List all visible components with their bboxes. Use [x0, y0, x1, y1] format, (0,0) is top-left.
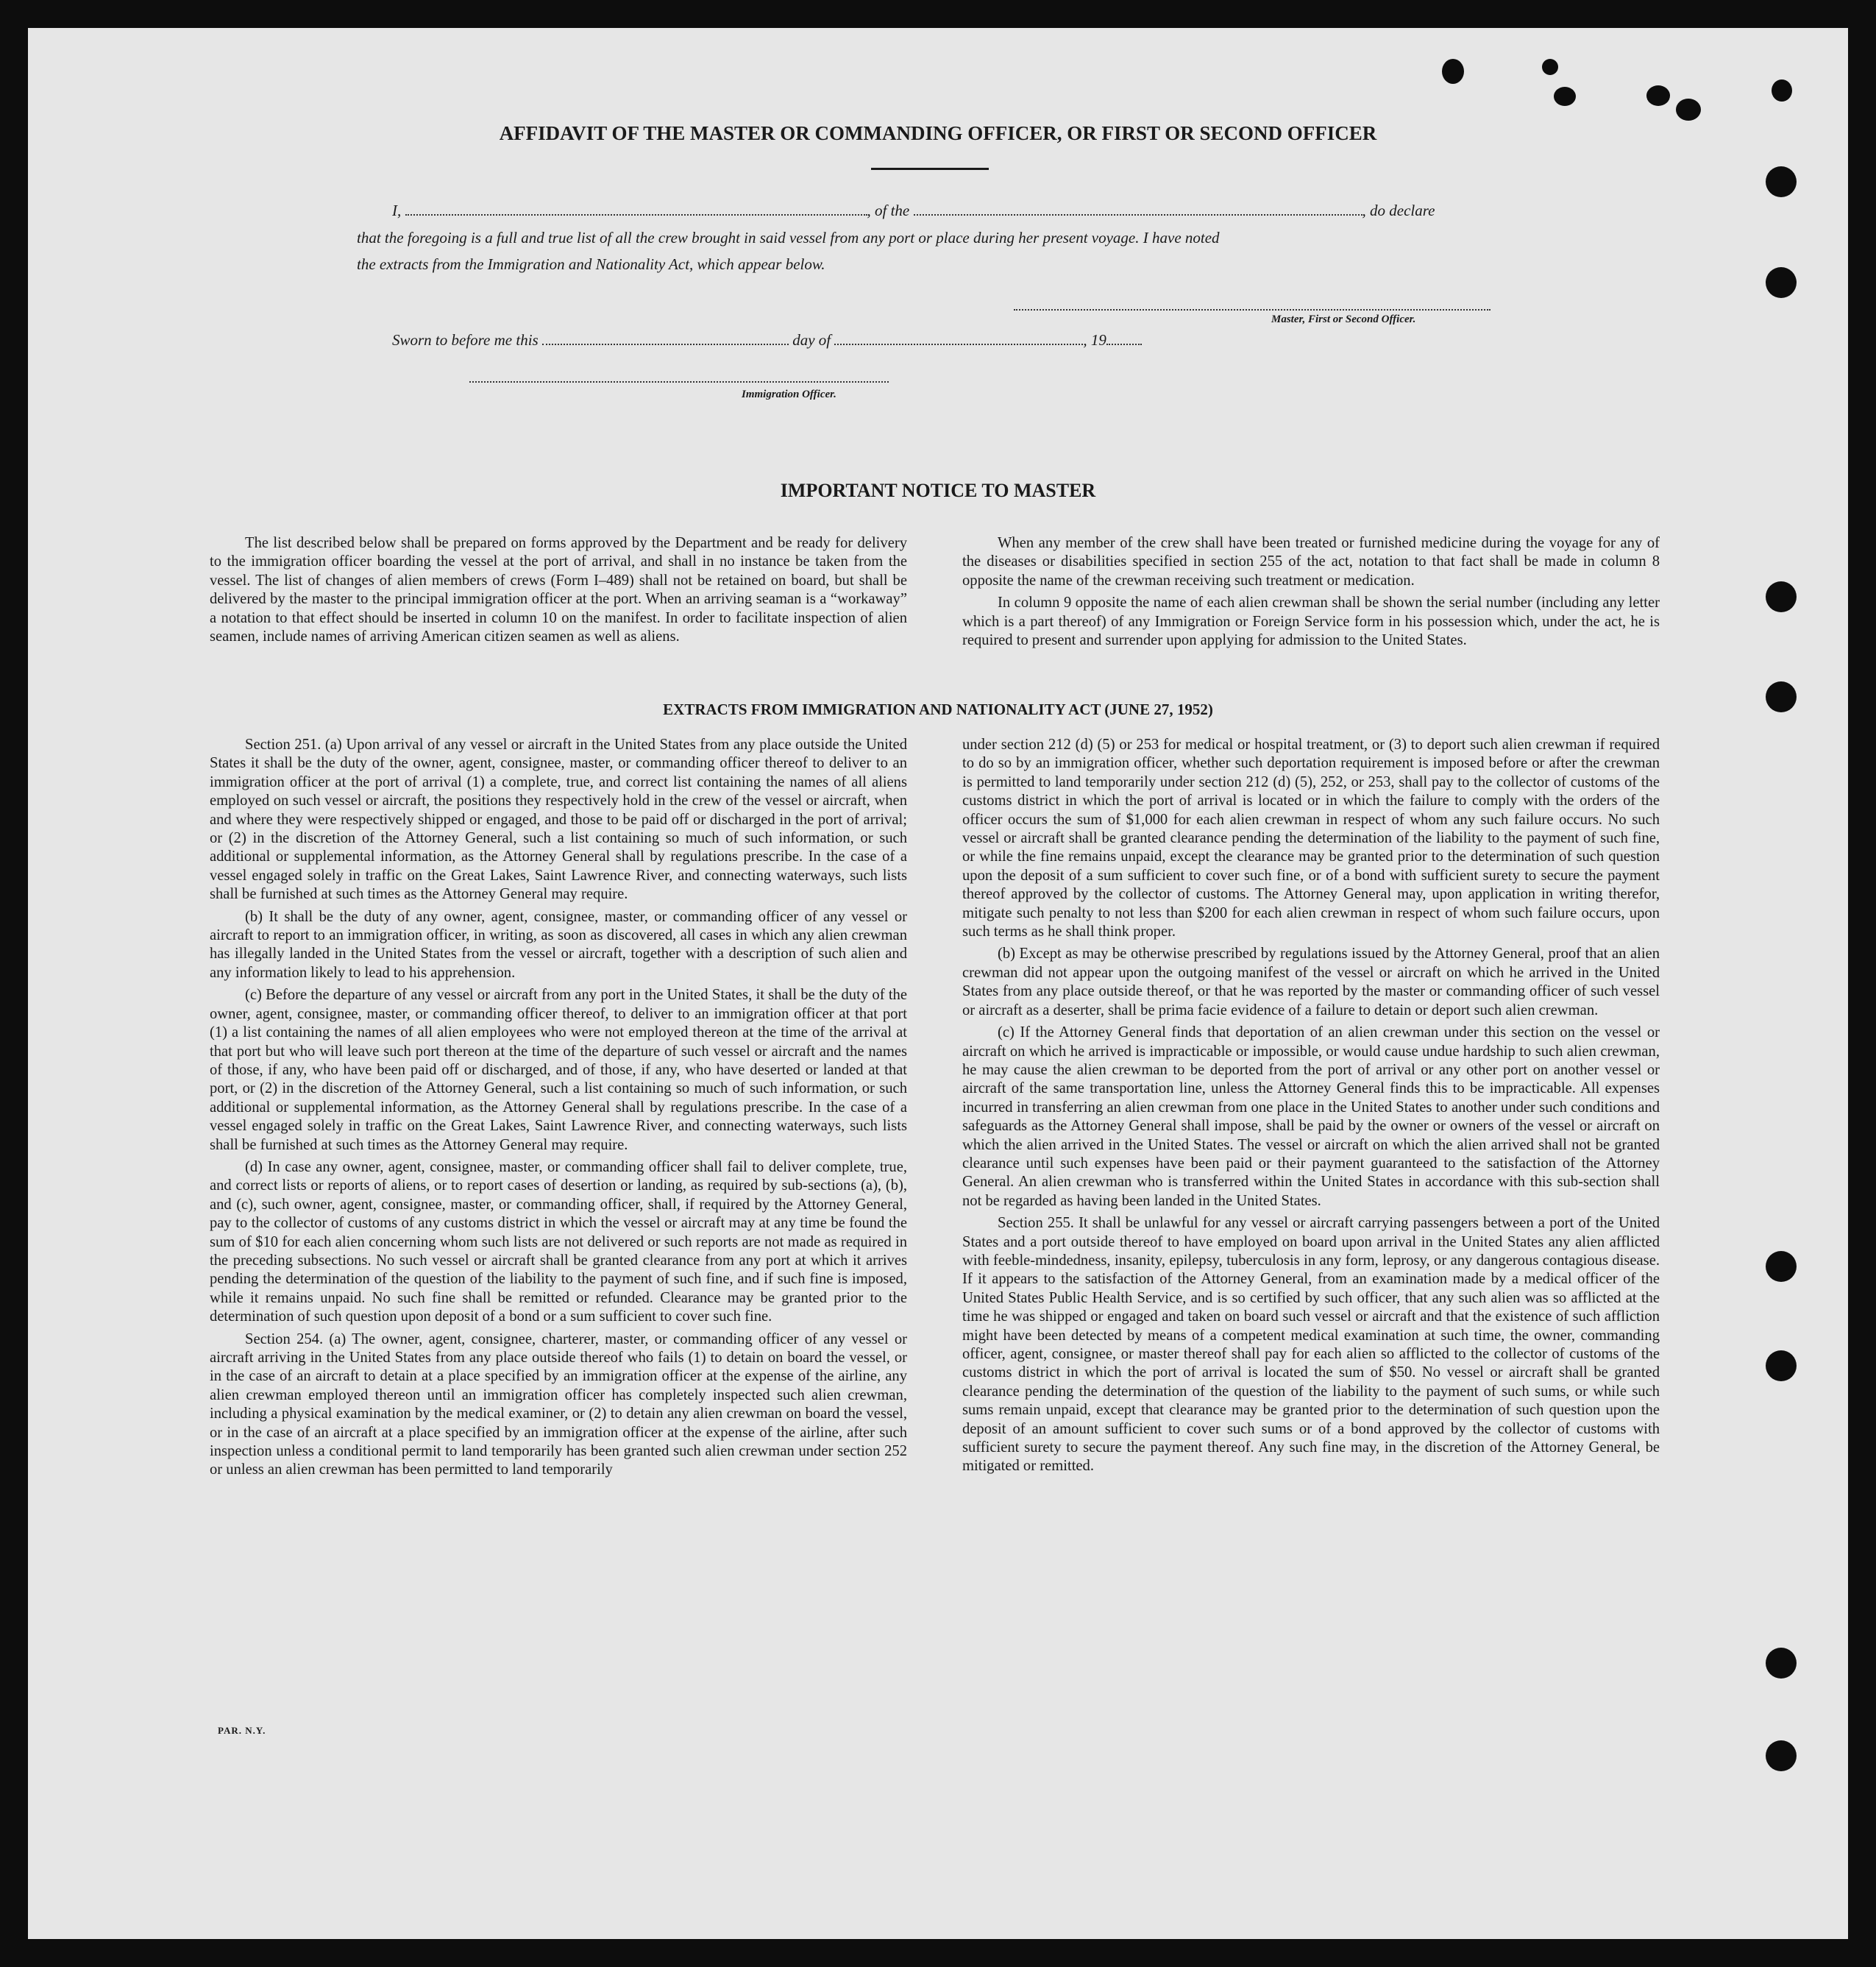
- notice-paragraph: In column 9 opposite the name of each alien crewman shall be shown the serial number (including any letter which is a part thereof) of any Immigration or Foreign Service form in his possession which, under the act, he is required to present and surrender upon applying for admission to the United States.: [962, 595, 1660, 649]
- section-paragraph: Section 251. (a) Upon arrival of any vessel or aircraft in the United States from any place outside the United States it shall be the duty of the owner, agent, consignee, master, or commanding officer thereof to deliver to an immigration officer at the port of arrival (1) a complete, true, and correct list containing the names of all aliens employed on such vessel or aircraft, the positions they respectively hold in the crew of the vessel or aircraft, when and where they were respectively shipped or engaged, and those to be paid off or discharged in the port of arrival; or (2) in the discretion of the Attorney General, such a list containing so much of such information, or such additional or supplemental information, as the Attorney General shall by regulations prescribe. In the case of a vessel engaged solely in traffic on the Great Lakes, Saint Lawrence River, and connecting waterways, such lists shall be furnished at such times as the Attorney General may require.: [210, 737, 907, 903]
- section-paragraph: (c) If the Attorney General finds that deportation of an alien crewman under this section on the vessel or aircraft on which he arrived is impracticable or impossible, or would cause undue hardship to such alien crewman, he may cause the alien crewman to be deported from the port of arrival or any other port on another vessel or aircraft of the same transportation line, unless the Attorney General finds this to be impracticable. All expenses incurred in transferring an alien crewman from one place in the United States to another under such conditions and safeguards as the Attorney General shall impose, shall be paid by the owner or owners of the vessel or aircraft on which the alien arrived in the United States. The vessel or aircraft on which the alien arrived shall not be granted clearance until such expenses have been paid or their payment guaranteed to the satisfaction of the Attorney General. An alien crewman who is transferred within the United States in accordance with this sub-section shall not be regarded as having been landed in the United States.: [962, 1024, 1660, 1209]
- year-label: , 19: [1083, 331, 1106, 349]
- section-paragraph: (c) Before the departure of any vessel or aircraft from any port in the United States, it shall be the duty of the owner, agent, consignee, master, or commanding officer thereof, to deliver to an immigration officer at that port (1) a list containing the names of all alien employees who were not employed thereon at the time of the arrival at that port but who will leave such port thereon at the time of the departure of such vessel or aircraft and the names of those, if any, who have been paid off or discharged, and of those, if any, who have deserted or landed at that port, or (2) in the discretion of the Attorney General, such a list containing so much of such information, or such additional or supplemental information, as the Attorney General shall by regulations prescribe. In the case of a vessel engaged solely in traffic on the Great Lakes, Saint Lawrence River, and connecting waterways, such lists shall be furnished at such times as the Attorney General may require.: [210, 987, 907, 1153]
- sworn-year-field[interactable]: [1106, 344, 1142, 345]
- immigration-officer-signature-line[interactable]: [469, 381, 889, 383]
- ink-speck: [1676, 99, 1701, 121]
- do-declare-label: , do declare: [1362, 202, 1435, 219]
- section-paragraph: Section 255. It shall be unlawful for any vessel or aircraft carrying passengers between a port of the United States and a port outside thereof to have employed on board upon arrival in the United States any alien afflicted with feeble-mindedness, insanity, epilepsy, tuberculosis in any form, leprosy, or any dangerous contagious disease. If it appears to the satisfaction of the Attorney General, from an examination made by a medical officer of the United States Public Health Service, and is so certified by such officer, that any such alien was so afflicted at the time he was shipped or engaged and taken on board such vessel or aircraft and that the existence of such affliction might have been detected by means of a competent medical examination at such time, the owner, commanding officer, agent, consignee, or master thereof shall pay for each alien so afflicted to the collector of customs of the customs district in which the port of arrival is located the sum of $50. No vessel or aircraft shall be granted clearance pending the determination of the question of the liability to the payment of such sums, or while such sums remain unpaid, except that clearance may be granted prior to the determination of such question upon the deposit of an amount sufficient to cover such sums or of a bond approved by the collector of customs with sufficient surety to secure the payment thereof. Any such fine may, in the discretion of the Attorney General, be mitigated or remitted.: [962, 1215, 1660, 1475]
- affidavit-title: AFFIDAVIT OF THE MASTER OR COMMANDING OFFICER, OR FIRST OR SECOND OFFICER: [499, 122, 1377, 144]
- ink-speck: [1554, 87, 1576, 106]
- sworn-label: Sworn to before me this: [392, 331, 539, 349]
- punch-hole-5: [1766, 1251, 1797, 1282]
- punch-hole-6: [1766, 1350, 1797, 1381]
- master-caption: Master, First or Second Officer.: [1271, 313, 1416, 325]
- section-paragraph: under section 212 (d) (5) or 253 for medical or hospital treatment, or (3) to deport such alien crewman if required to do so by an immigration officer, whether such deportation requirement is imposed before or after the crewman is permitted to land temporarily under section 212 (d) (5), 252, or 253, shall pay to the collector of customs of the customs district in which the port of arrival is located or in which the failure to comply with the orders of the officer occurs the sum of $1,000 for each alien crewman in respect of whom any such failure occurs. No such vessel or aircraft shall be granted clearance pending the determination of the liability to the payment of such fine, or while the fine remains unpaid, except the clearance may be granted prior to the determination of such question upon the deposit of a sum sufficient to cover such fine, or of a bond with sufficient surety to secure the payment thereof approved by the collector of customs. The Attorney General may, upon application in writing therefor, mitigate such penalty to not less than $200 for each alien crewman in respect of whom such failure occurs, upon such terms as he shall think proper.: [962, 737, 1660, 940]
- punch-hole-7: [1766, 1648, 1797, 1679]
- document-page: [28, 28, 1848, 1939]
- extracts-right-column: [962, 736, 1660, 1480]
- declaration-text-2: that the foregoing is a full and true list of all the crew brought in said vessel from any port or place during her present voyage. I have noted: [357, 229, 1220, 247]
- notice-paragraph: When any member of the crew shall have been treated or furnished medicine during the voyage for any of the diseases or disabilities specified in section 255 of the act, notation to that fact shall be made in column 8 opposite the name of the crewman receiving such treatment or medication.: [962, 535, 1660, 589]
- sworn-day-field[interactable]: [542, 344, 789, 345]
- master-signature-line[interactable]: [1014, 309, 1491, 311]
- punch-hole-8: [1766, 1740, 1797, 1771]
- notice-title: IMPORTANT NOTICE TO MASTER: [780, 480, 1096, 501]
- punch-hole-3: [1766, 581, 1797, 612]
- declarant-i: I,: [392, 202, 402, 219]
- ink-speck: [1772, 79, 1792, 102]
- extracts-title: EXTRACTS FROM IMMIGRATION AND NATIONALITY ACT (JUNE 27, 1952): [663, 701, 1213, 718]
- ink-speck: [1442, 59, 1464, 84]
- ink-speck: [1646, 85, 1670, 106]
- notice-paragraph: The list described below shall be prepared on forms approved by the Department and be ready for delivery to the immigration officer boarding the vessel at the port of arrival, and shall in no instance be taken from the vessel. The list of changes of alien members of crews (Form I–489) shall not be retained on board, but shall be delivered by the master to the principal immigration officer at the port. When an arriving seaman is a “workaway” a notation to that effect should be inserted in column 10 on the manifest. In order to facilitate inspection of alien seamen, include names of arriving American citizen seamen as well as aliens.: [210, 535, 907, 645]
- declarant-name-field[interactable]: [405, 214, 867, 216]
- of-the-label: , of the: [867, 202, 910, 219]
- ink-speck: [1542, 59, 1558, 75]
- notice-left-column: [210, 534, 907, 650]
- section-paragraph: (d) In case any owner, agent, consignee, master, or commanding officer shall fail to deliver complete, true, and correct lists or reports of aliens, or to report cases of desertion or landing, as required by sub-sections (a), (b), and (c), such owner, agent, consignee, master, or commanding officer, shall, if required by the Attorney General, pay to the collector of customs of any customs district in which the vessel or aircraft may at any time be found the sum of $10 for each alien concerning whom such lists are not delivered or such reports are not made as required in the preceding subsections. No such vessel or aircraft shall be granted clearance from any port at which it arrives pending the determination of the question of the liability to the payment of such fine, and if such fine is imposed, while it remains unpaid. No such fine shall be remitted or refunded. Clearance may be granted prior to the determination of such question upon deposit of a bond or a sum sufficient to cover such fine.: [210, 1158, 907, 1325]
- declaration-text-3: the extracts from the Immigration and Nationality Act, which appear below.: [357, 255, 825, 273]
- punch-hole-2: [1766, 267, 1797, 298]
- section-paragraph: Section 254. (a) The owner, agent, consignee, charterer, master, or commanding officer of any vessel or aircraft arriving in the United States from any place outside thereof who fails (1) to detain on board the vessel, or in the case of an aircraft to detain at a place specified by an immigration officer at the expense of the airline, any alien crewman employed thereon until an immigration officer has completely inspected such alien crewman, including a physical examination by the medical examiner, or (2) to detain any alien crewman on board the vessel, or in the case of an aircraft at a place specified by an immigration officer at the expense of the airline, after such inspection unless a conditional permit to land temporarily has been granted such alien crewman under section 252 or unless an alien crewman has been permitted to land temporarily: [210, 1330, 907, 1478]
- officer-caption: Immigration Officer.: [742, 389, 836, 400]
- title-rule: [871, 168, 989, 170]
- day-of-label: day of: [792, 331, 831, 349]
- printer-mark: PAR. N.Y.: [218, 1725, 266, 1736]
- punch-hole-1: [1766, 166, 1797, 197]
- section-paragraph: (b) It shall be the duty of any owner, agent, consignee, master, or commanding officer of any vessel or aircraft to report to an immigration officer, in writing, as soon as discovered, all cases in which any alien crewman has illegally landed in the United States from the vessel or aircraft, together with a description of such alien and any information likely to lead to his apprehension.: [210, 908, 907, 981]
- section-paragraph: (b) Except as may be otherwise prescribed by regulations issued by the Attorney General, proof that an alien crewman did not appear upon the outgoing manifest of the vessel or aircraft on which he arrived in the United States from any place outside thereof, or that he was reported by the master or commanding officer of such vessel or aircraft as a deserter, shall be prima facie evidence of a failure to detain or deport such alien crewman.: [962, 946, 1660, 1018]
- sworn-line: [392, 331, 1142, 350]
- extracts-left-column: [210, 736, 907, 1484]
- declaration-line: [392, 202, 1435, 220]
- notice-right-column: [962, 534, 1660, 653]
- vessel-name-field[interactable]: [914, 214, 1362, 216]
- sworn-month-field[interactable]: [834, 344, 1083, 345]
